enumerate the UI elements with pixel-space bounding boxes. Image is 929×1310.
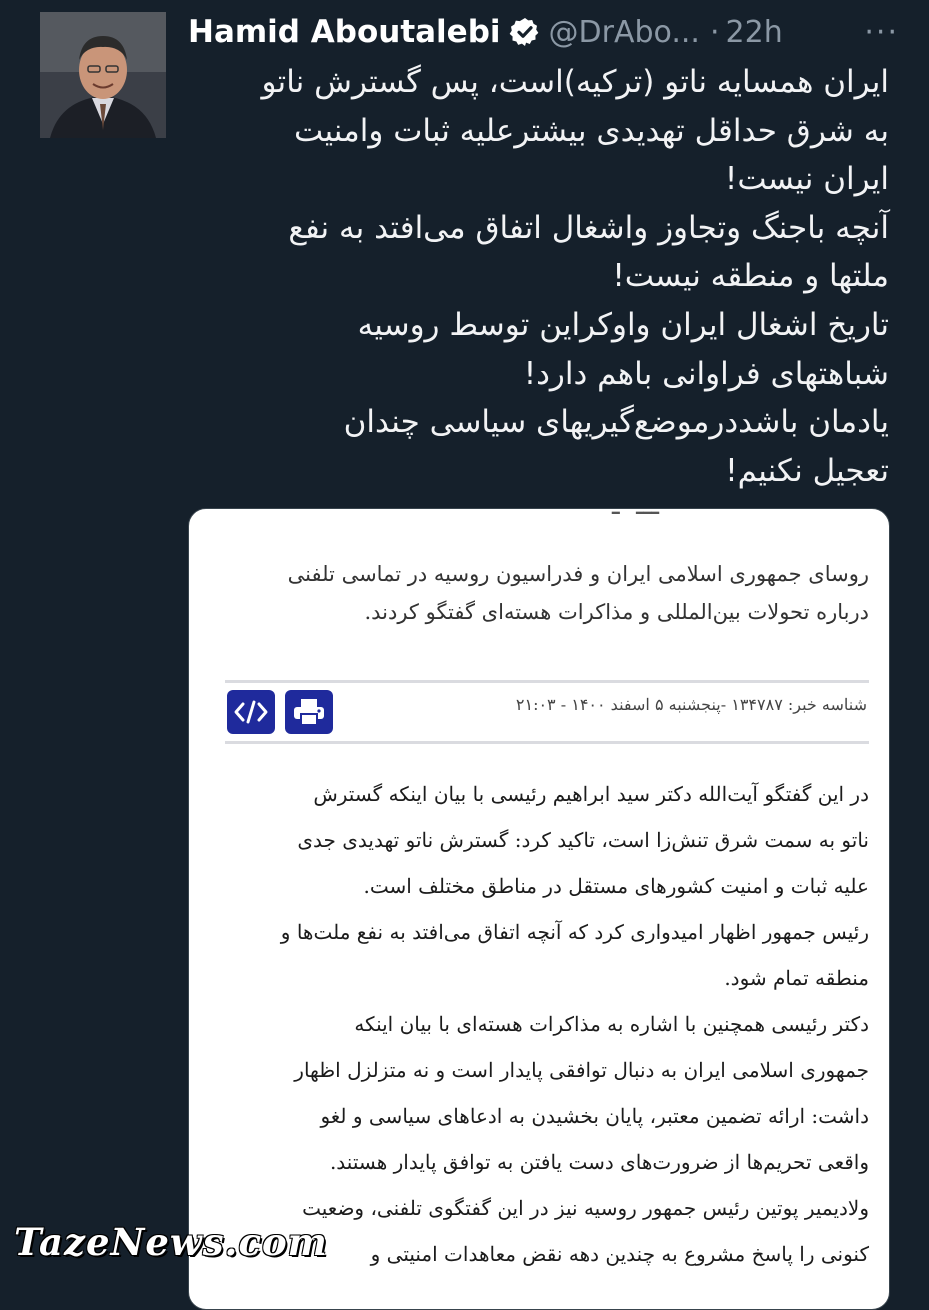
article-lead [209, 555, 869, 631]
article-body-line: علیه ثبات و امنیت کشورهای مستقل در مناطق مختلف است. [363, 874, 869, 898]
article-body-line: در این گفتگو آیت‌الله دکتر سید ابراهیم رئیسی با بیان اینکه گسترش [313, 782, 869, 806]
tweet-line: شباهتهای فراوانی باهم دارد! [523, 355, 889, 392]
tweet-text [188, 58, 889, 495]
article-body-line: کنونی را پاسخ مشروع به چندین دهه نقض معاهدات امنیتی و [370, 1242, 869, 1266]
tweet-line: آنچه باجنگ وتجاوز واشغال اتفاق می‌افتد به نفع [288, 209, 889, 246]
article-body-line: ناتو به سمت شرق تنش‌زا است، تاکید کرد: گسترش ناتو تهدیدی جدی [297, 828, 869, 852]
tweet-media-image[interactable] [188, 491, 890, 1310]
tweet-header [188, 10, 899, 54]
article-body-line: داشت: ارائه تضمین معتبر، پایان بخشیدن به ادعاهای سیاسی و لغو [320, 1104, 869, 1128]
print-icon[interactable] [285, 690, 333, 734]
tweet-line: یادمان باشددرموضع‌گیریهای سیاسی چندان [343, 404, 889, 441]
handle[interactable]: @DrAbo... [548, 14, 700, 50]
tweet-line: تاریخ اشغال ایران واوکراین توسط روسیه [357, 306, 889, 343]
article-body-line: واقعی تحریم‌ها از ضرورت‌های دست یافتن به توافق پایدار هستند. [329, 1150, 869, 1174]
embed-code-icon[interactable] [227, 690, 275, 734]
timestamp[interactable]: 22h [725, 14, 783, 50]
tweet-line: به شرق حداقل تهدیدی بیشترعلیه ثبات وامنیت [294, 112, 889, 149]
display-name[interactable]: Hamid Aboutalebi [188, 14, 501, 50]
tweet-line: ایران نیست! [724, 161, 889, 198]
article-body-line: منطقه تمام شود. [724, 966, 869, 990]
article-body-line: دکتر رئیسی همچنین با اشاره به مذاکرات هسته‌ای با بیان اینکه [354, 1012, 869, 1036]
article-body-line: ولادیمیر پوتین رئیس جمهور روسیه نیز در این گفتگوی تلفنی، وضعیت [302, 1196, 869, 1220]
separator-dot: · [709, 14, 720, 50]
tweet-line: ایران همسایه ناتو (ترکیه)است، پس گسترش ناتو [261, 64, 889, 100]
article-title-cut: ‎ـــ ‍ ـ [612, 491, 659, 521]
article-lead-line: درباره تحولات بین‌المللی و مذاکرات هسته‌ای گفتگو کردند. [364, 600, 869, 624]
article-meta: شناسه خبر: ۱۳۴۷۸۷ -پنجشنبه ۵ اسفند ۱۴۰۰ - ۲۱:۰۳ [515, 695, 867, 714]
tweet-line: ملتها و منطقه نیست! [612, 258, 889, 295]
article-body-line: جمهوری اسلامی ایران به دنبال توافقی پایدار است و نه متزلزل اظهار [294, 1058, 869, 1082]
article-lead-line: روسای جمهوری اسلامی ایران و فدراسیون روسیه در تماسی تلفنی [287, 562, 869, 586]
watermark: TazeNews.com [14, 1220, 328, 1264]
more-icon[interactable]: ··· [864, 14, 899, 50]
tweet-line: تعجیل نکنیم! [725, 452, 889, 489]
divider [225, 680, 869, 683]
avatar-photo [40, 12, 166, 138]
article-body-line: رئیس جمهور اظهار امیدواری کرد که آنچه اتفاق می‌افتد به نفع ملت‌ها و [280, 920, 869, 944]
avatar[interactable] [40, 12, 166, 138]
verified-badge-icon [509, 16, 541, 48]
article-body [209, 771, 869, 1277]
divider [225, 741, 869, 744]
